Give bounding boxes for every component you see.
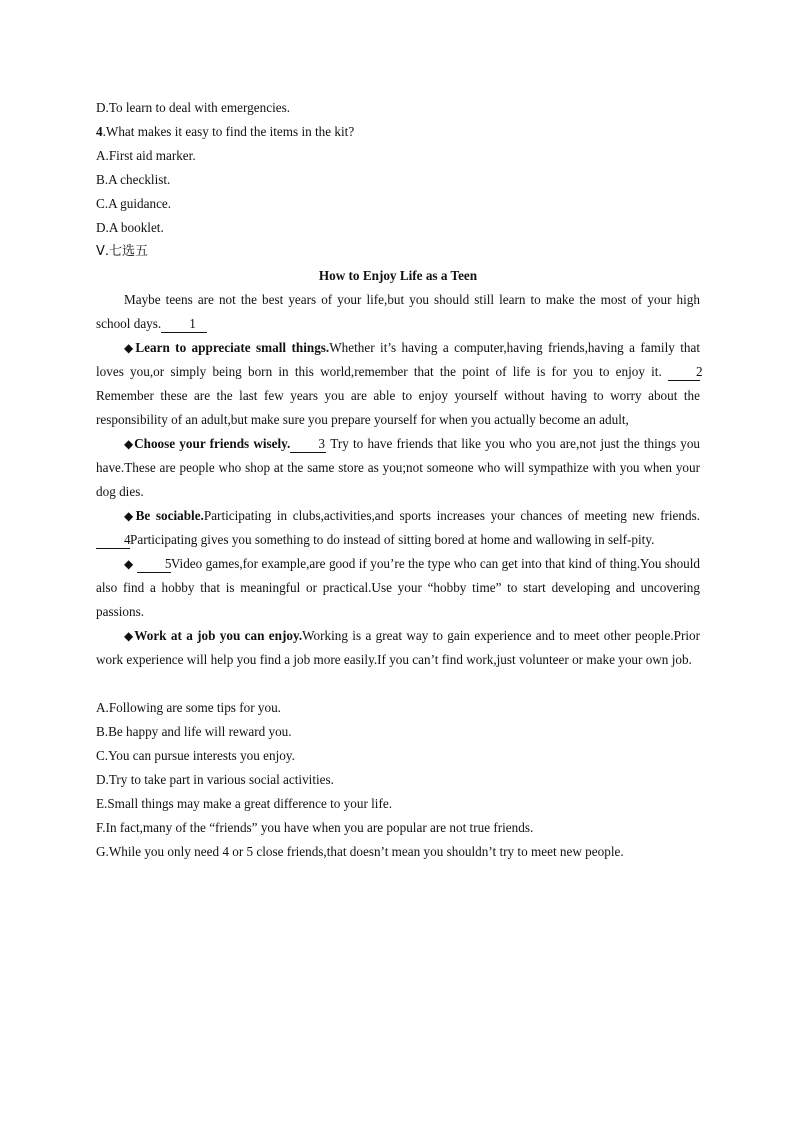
p5-text: Working is a great way to gain experience and to meet other people.Prior work experience will help you find a job more easily.If you can’t find work,just volunteer or make your own job. (96, 628, 700, 667)
p1-text-b: Remember these are the last few years you are able to enjoy yourself without having to worry about the responsibility of an adult,but make sure you prepare yourself for when you actually become an adult, (96, 388, 700, 427)
diamond-bullet-icon: ◆ (124, 437, 135, 451)
paragraph-5 (96, 624, 700, 672)
q4-option-a: A.First aid marker. (96, 148, 196, 163)
p2-text: Try to have friends that like you who you are,not just the things you have.These are people who shop at the same store as you;not someone who will sympathize with you when your dog dies. (96, 436, 701, 499)
paragraph-4 (96, 552, 700, 624)
blank-3: 3 (290, 436, 326, 453)
q4-number: 4 (96, 124, 103, 139)
q4-option-b: B.A checklist. (96, 172, 171, 187)
document-page (96, 96, 703, 864)
diamond-bullet-icon: ◆ (124, 341, 136, 355)
q3-option-d: D.To learn to deal with emergencies. (96, 100, 291, 115)
section-heading: Ⅴ.七选五 (96, 244, 149, 259)
blank-4: 4 (96, 532, 130, 549)
choice-b: B.Be happy and life will reward you. (96, 724, 292, 739)
choice-f: F.In fact,many of the “friends” you have when you are popular are not true friends. (96, 820, 534, 835)
p1-text-a: Whether it’s having a computer,having friends,having a family that loves you,or simply being born in this world,remember that the point of life is for you to enjoy it. (96, 340, 701, 379)
choice-c: C.You can pursue interests you enjoy. (96, 748, 295, 763)
q4-option-c: C.A guidance. (96, 196, 172, 211)
passage-title: How to Enjoy Life as a Teen (318, 268, 478, 283)
q4-stem (96, 120, 700, 144)
spacer (96, 672, 700, 696)
blank-2: 2 (668, 364, 700, 381)
p3-text-b: Participating gives you something to do instead of sitting bored at home and wallowing in self-pity. (130, 532, 655, 547)
q4-stem-text: .What makes it easy to find the items in the kit? (102, 124, 355, 139)
intro-text: Maybe teens are not the best years of your life,but you should still learn to make the most of your high school days. (96, 292, 700, 331)
paragraph-3 (96, 504, 700, 552)
diamond-bullet-icon: ◆ (124, 629, 135, 643)
p3-text-a: Participating in clubs,activities,and sports increases your chances of meeting new friends. (203, 508, 701, 523)
q4-option-d: D.A booklet. (96, 220, 164, 235)
choice-a: A.Following are some tips for you. (96, 700, 281, 715)
passage-intro (96, 288, 700, 336)
diamond-bullet-icon: ◆ (124, 509, 136, 523)
choice-g: G.While you only need 4 or 5 close friends,that doesn’t mean you shouldn’t try to meet new people. (96, 844, 624, 859)
p5-heading: Work at a job you can enjoy. (134, 628, 303, 643)
p2-heading: Choose your friends wisely. (134, 436, 291, 451)
p1-heading: Learn to appreciate small things. (135, 340, 330, 355)
paragraph-1 (96, 336, 703, 432)
p3-heading: Be sociable. (135, 508, 204, 523)
diamond-bullet-icon: ◆ (124, 557, 134, 571)
blank-5: 5 (137, 556, 171, 573)
p4-text: Video games,for example,are good if you’re the type who can get into that kind of thing.You should also find a hobby that is meaningful or practical.Use your “hobby time” to start developing and uncovering passions. (96, 556, 701, 619)
paragraph-2 (96, 432, 700, 504)
choice-d: D.Try to take part in various social activities. (96, 772, 334, 787)
blank-1: 1 (161, 316, 207, 333)
choice-e: E.Small things may make a great difference to your life. (96, 796, 393, 811)
